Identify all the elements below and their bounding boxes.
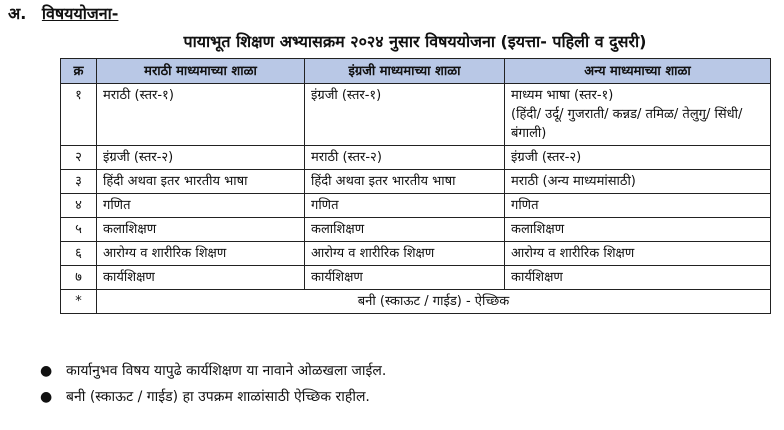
cell-english-medium: आरोग्य व शारीरिक शिक्षण (305, 242, 505, 266)
cell-marathi-medium: आरोग्य व शारीरिक शिक्षण (97, 242, 305, 266)
table-row (61, 266, 771, 290)
row-sr: * (61, 290, 97, 314)
cell-optional-activity: बनी (स्काऊट / गाईड) - ऐच्छिक (97, 290, 771, 314)
list-item (28, 358, 386, 384)
section-title: विषययोजना- (41, 4, 119, 23)
bullet-icon: ● (40, 389, 53, 405)
table-row (61, 194, 771, 218)
table-row (61, 170, 771, 194)
cell-marathi-medium: हिंदी अथवा इतर भारतीय भाषा (97, 170, 305, 194)
row-sr: २ (61, 146, 97, 170)
header-english-medium: इंग्रजी माध्यमाच्या शाळा (305, 59, 505, 84)
row-sr: १ (61, 84, 97, 146)
header-sr: क्र (61, 59, 97, 84)
table-row (61, 146, 771, 170)
header-other-medium: अन्य माध्यमाच्या शाळा (505, 59, 771, 84)
cell-other-medium (505, 84, 771, 146)
cell-marathi-medium: कलाशिक्षण (97, 218, 305, 242)
cell-english-medium: मराठी (स्तर-२) (305, 146, 505, 170)
table-row-optional (61, 290, 771, 314)
cell-marathi-medium: इंग्रजी (स्तर-२) (97, 146, 305, 170)
cell-english-medium: गणित (305, 194, 505, 218)
notes-list (28, 358, 386, 410)
row-sr: ५ (61, 218, 97, 242)
cell-english-medium: कार्यशिक्षण (305, 266, 505, 290)
cell-marathi-medium: मराठी (स्तर-१) (97, 84, 305, 146)
list-item (28, 384, 386, 410)
table-row (61, 242, 771, 266)
table-header-row (61, 59, 771, 84)
header-marathi-medium: मराठी माध्यमाच्या शाळा (97, 59, 305, 84)
cell-other-medium: इंग्रजी (स्तर-२) (505, 146, 771, 170)
row-sr: ४ (61, 194, 97, 218)
cell-other-medium: गणित (505, 194, 771, 218)
row-sr: ६ (61, 242, 97, 266)
cell-other-medium-main: माध्यम भाषा (स्तर-१) (511, 88, 614, 103)
cell-english-medium: कलाशिक्षण (305, 218, 505, 242)
table-row (61, 84, 771, 146)
cell-marathi-medium: गणित (97, 194, 305, 218)
section-heading (8, 2, 118, 24)
note-text: कार्यानुभव विषय यापुढे कार्यशिक्षण या नावाने ओळखला जाईल. (66, 363, 387, 379)
section-number: अ. (8, 4, 27, 23)
row-sr: ७ (61, 266, 97, 290)
row-sr: ३ (61, 170, 97, 194)
subject-plan-table (60, 58, 771, 314)
cell-other-medium: कलाशिक्षण (505, 218, 771, 242)
table-title: पायाभूत शिक्षण अभ्यासक्रम २०२४ नुसार विषययोजना (इयत्ता- पहिली व दुसरी) (183, 32, 647, 51)
table-row (61, 218, 771, 242)
cell-other-medium-languages: (हिंदी/ उर्दू/ गुजराती/ कन्नड/ तमिळ/ तेलुगु/ सिंधी/ बंगाली) (511, 107, 743, 141)
note-text: बनी (स्काऊट / गाईड) हा उपक्रम शाळांसाठी ऐच्छिक राहील. (66, 389, 370, 405)
cell-other-medium: कार्यशिक्षण (505, 266, 771, 290)
cell-english-medium: इंग्रजी (स्तर-१) (305, 84, 505, 146)
cell-other-medium: मराठी (अन्य माध्यमांसाठी) (505, 170, 771, 194)
bullet-icon: ● (40, 363, 53, 379)
cell-other-medium: आरोग्य व शारीरिक शिक्षण (505, 242, 771, 266)
cell-marathi-medium: कार्यशिक्षण (97, 266, 305, 290)
cell-english-medium: हिंदी अथवा इतर भारतीय भाषा (305, 170, 505, 194)
